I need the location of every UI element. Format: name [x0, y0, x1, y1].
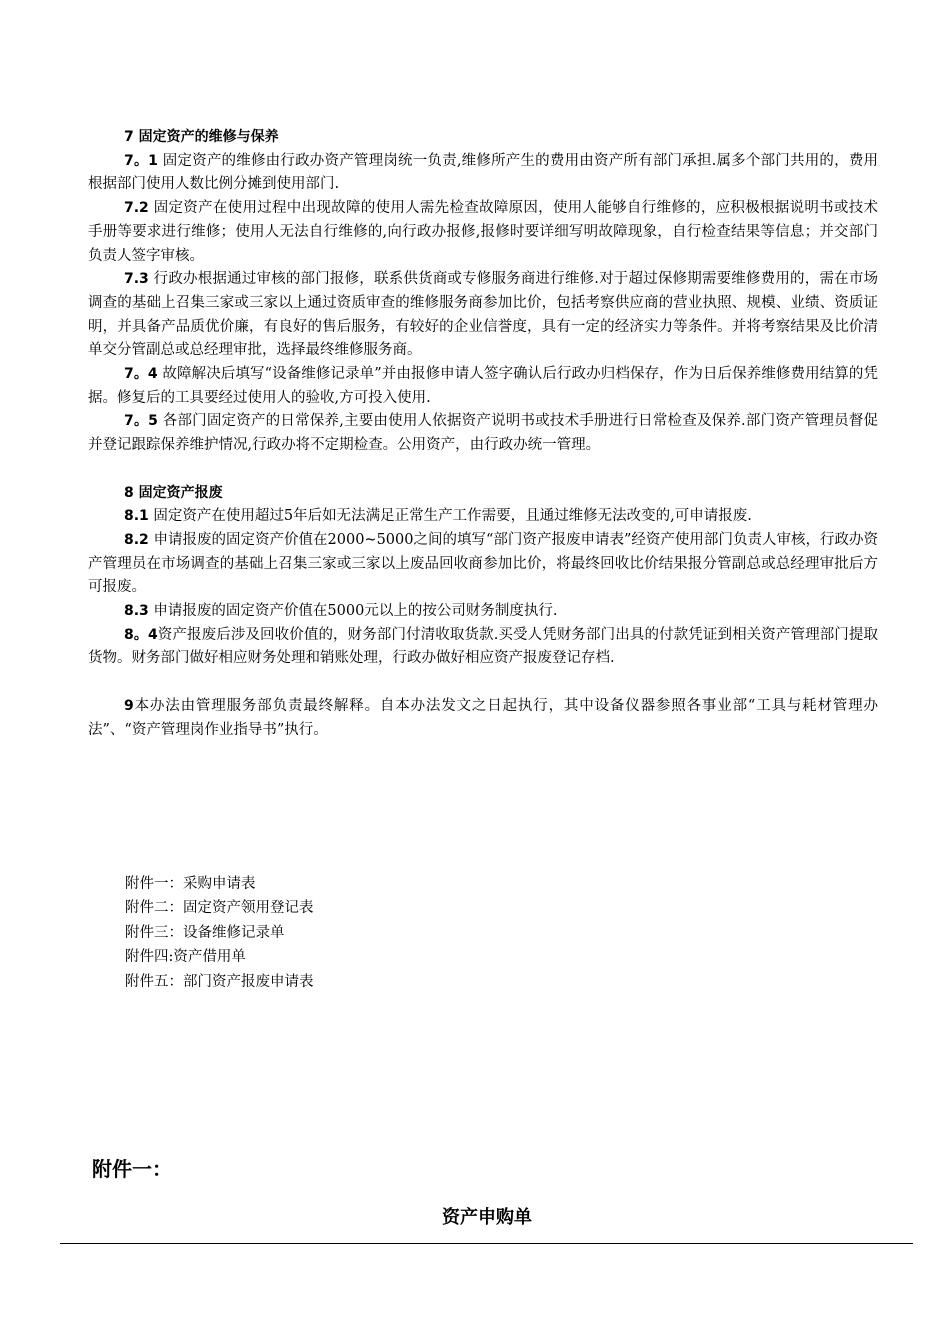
section-7-3-paragraph [88, 268, 878, 363]
clause-number: 8.1 [124, 508, 149, 525]
clause-text: 本办法由管理服务部负责最终解释。自本办法发文之日起执行，其中设备仪器参照各事业部“工具与耗材管理办法”、“资产管理岗作业指导书”执行。 [88, 697, 878, 738]
section-9-paragraph [88, 695, 878, 742]
clause-number: 8.3 [124, 603, 149, 620]
form-title-row [0, 1204, 950, 1232]
section-8-1-paragraph [88, 505, 878, 529]
section-8-heading: 8 固定资产报废 [124, 484, 223, 501]
spacer [88, 458, 878, 482]
clause-number: 8.2 [124, 531, 149, 548]
clause-text: 固定资产在使用超过5年后如无法满足正常生产工作需要，且通过维修无法改变的,可申请报废. [153, 508, 752, 525]
clause-number: 7.3 [124, 271, 149, 288]
clause-number: 7。5 [124, 413, 158, 430]
section-8-3-paragraph [88, 600, 878, 624]
horizontal-rule [60, 1243, 913, 1244]
clause-text: 申请报废的固定资产价值在2000~5000之间的填写“部门资产报废申请表”经资产使用部门负责人审核，行政办资产管理员在市场调查的基础上召集三家或三家以上废品回收商参加比价，将最终回收比价结果报分管副总或总经理审批后方可报废。 [88, 531, 879, 596]
attachment-list [125, 872, 314, 994]
appendix-heading: 附件一： [92, 1157, 172, 1181]
clause-text: 各部门固定资产的日常保养,主要由使用人依据资产说明书或技术手册进行日常检查及保养.部门资产管理员督促并登记跟踪保养维护情况,行政办将不定期检查。公用资产，由行政办统一管理。 [88, 413, 879, 454]
clause-number: 9 [124, 697, 134, 714]
clause-text: 固定资产的维修由行政办资产管理岗统一负责,维修所产生的费用由资产所有部门承担.属多个部门共用的，费用根据部门使用人数比例分摊到使用部门. [88, 152, 879, 193]
form-title: 资产申购单 [442, 1207, 532, 1228]
attachment-item: 附件四:资产借用单 [125, 949, 246, 966]
clause-number: 7.2 [124, 200, 149, 217]
section-7-4-paragraph [88, 363, 878, 410]
section-7-1-paragraph [88, 150, 878, 197]
attachment-item: 附件三：设备维修记录单 [125, 924, 285, 941]
section-8-2-paragraph [88, 529, 878, 600]
section-7-5-paragraph [88, 410, 878, 457]
section-8-4-paragraph [88, 624, 878, 671]
attachment-item: 附件五：部门资产报废申请表 [125, 973, 314, 990]
clause-text: 固定资产在使用过程中出现故障的使用人需先检查故障原因，使用人能够自行维修的，应积极根据说明书或技术手册等要求进行维修；使用人无法自行维修的,向行政办报修,报修时要详细写明故障现象，自行检查结果等信息；并交部门负责人签字审核。 [88, 200, 879, 264]
clause-number: 8。4 [124, 626, 158, 643]
clause-text: 故障解决后填写“设备维修记录单”并由报修申请人签字确认后行政办归档保存，作为日后保养维修费用结算的凭据。修复后的工具要经过使用人的验收,方可投入使用. [88, 366, 879, 406]
clause-text: 申请报废的固定资产价值在5000元以上的按公司财务制度执行. [153, 603, 558, 620]
spacer [88, 671, 878, 695]
section-7-2-paragraph [88, 197, 878, 268]
document-body [88, 126, 878, 742]
attachment-item: 附件一：采购申请表 [125, 876, 256, 892]
clause-text: 行政办根据通过审核的部门报修，联系供货商或专修服务商进行维修.对于超过保修期需要维修费用的，需在市场调查的基础上召集三家或三家以上通过资质审查的维修服务商参加比价，包括考察供应商的营业执照、规模、业绩、资质证明，并具备产品质优价廉，有良好的售后服务，有较好的企业信誉度，具有一定的经济实力等条件。并将考察结果及比价清单交分管副总或总经理审批，选择最终维修服务商。 [88, 271, 879, 359]
section-7-heading: 7 固定资产的维修与保养 [124, 129, 279, 145]
clause-text: 资产报废后涉及回收价值的，财务部门付清收取货款.买受人凭财务部门出具的付款凭证到相关资产管理部门提取货物。财务部门做好相应财务处理和销账处理，行政办做好相应资产报废登记存档. [88, 626, 879, 667]
clause-number: 7。4 [124, 366, 158, 383]
attachment-item: 附件二：固定资产领用登记表 [125, 900, 314, 917]
clause-number: 7。1 [124, 152, 158, 169]
